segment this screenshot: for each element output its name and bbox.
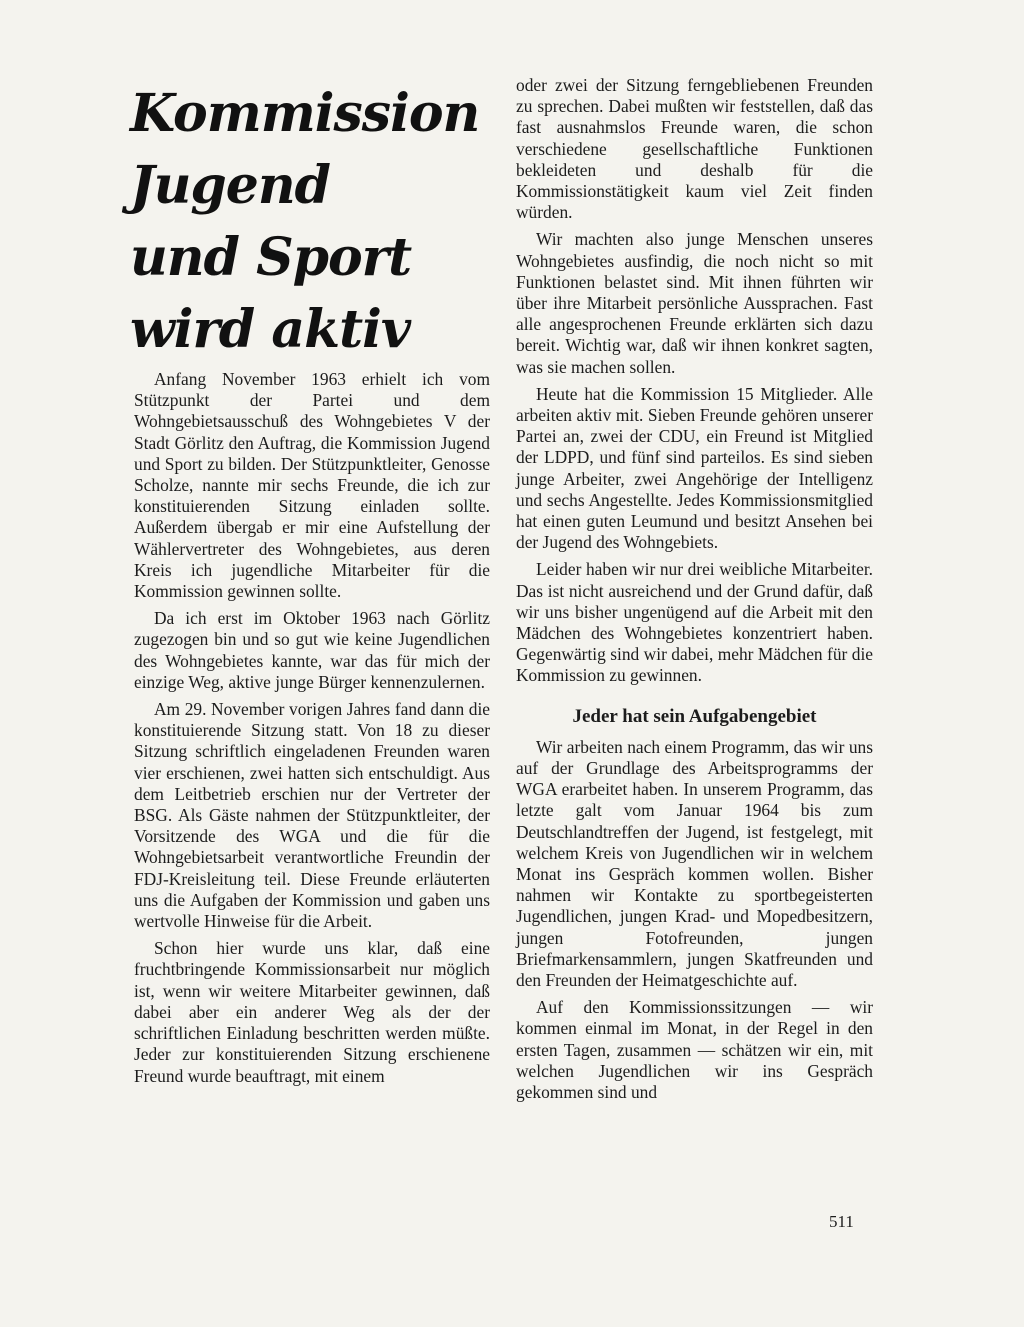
body-paragraph: Leider haben wir nur drei weibliche Mitarbeiter. Das ist nicht ausreichend und der Grund dafür, daß wir uns bisher ungenügend auf die Arbeit mit den Mädchen des Wohngebietes konzentriert haben. Gegenwärtig sind wir dabei, mehr Mädchen für die Kommission zu gewinnen. [516, 559, 873, 686]
body-paragraph: Auf den Kommissionssitzungen — wir kommen einmal im Monat, in der Regel in den ersten Tagen, zusammen — schätzen wir ein, mit welchen Jugendlichen wir ins Gespräch gekommen sind und [516, 997, 873, 1102]
body-paragraph: Wir machten also junge Menschen unseres Wohngebietes ausfindig, die noch nicht so mit Funktionen belastet sind. Mit ihnen führten wir über ihre Mitarbeit persönliche Aussprachen. Fast alle angesprochenen Freunde erklärten sich dazu bereit. Wichtig war, daß wir ihnen konkret sagten, was sie machen sollen. [516, 229, 873, 377]
left-column [134, 369, 490, 1093]
title-line: Kommission [130, 83, 480, 144]
title-line: wird aktiv [130, 299, 411, 360]
right-column [516, 75, 873, 1109]
body-paragraph: Da ich erst im Oktober 1963 nach Görlitz zugezogen bin und so gut wie keine Jugendlichen des Wohngebietes kannte, war das für mich der einzige Weg, aktive junge Bürger kennenzulernen. [134, 608, 490, 692]
title-line: Jugend [130, 155, 331, 216]
body-paragraph: Schon hier wurde uns klar, daß eine fruchtbringende Kommissionsarbeit nur möglich ist, wenn wir weitere Mitarbeiter gewinnen, daß dabei aber ein anderer Weg als der der schriftlichen Einladung beschritten werden müßte. Jeder zur konstituierenden Sitzung erschienene Freund wurde beauftragt, mit einem [134, 938, 490, 1086]
article-title [130, 78, 480, 366]
body-paragraph-continued: oder zwei der Sitzung ferngebliebenen Freunden zu sprechen. Dabei mußten wir feststellen, daß das fast ausnahmslos Freunde waren, die schon verschiedene gesellschaftliche Funktionen bekleideten und deshalb für die Kommissionstätigkeit kaum viel Zeit finden würden. [516, 75, 873, 223]
body-paragraph: Wir arbeiten nach einem Programm, das wir uns auf der Grundlage des Arbeitsprogramms der WGA erarbeitet haben. In unserem Programm, das letzte galt vom Januar 1964 bis zum Deutschlandtreffen der Jugend, ist festgelegt, mit welchem Kreis von Jugendlichen wir in welchem Monat ins Gespräch kommen wollen. Bisher nahmen wir Kontakte zu sportbegeisterten Jugendlichen, jungen Krad- und Mopedbesitzern, jungen Fotofreunden, jungen Briefmarkensammlern, jungen Skatfreunden und den Freunden der Heimatgeschichte auf. [516, 736, 873, 990]
body-paragraph: Anfang November 1963 erhielt ich vom Stützpunkt der Partei und dem Wohngebietsausschuß des Wohngebietes V der Stadt Görlitz den Auftrag, die Kommission Jugend und Sport zu bilden. Der Stützpunktleiter, Genosse Scholze, nannte mir sechs Freunde, die ich zur konstituierenden Sitzung einladen sollte. Außerdem übergab er mir eine Aufstellung der Wählervertreter des Wohngebietes, aus deren Kreis ich jugendliche Mitarbeiter für die Kommission gewinnen sollte. [134, 369, 490, 602]
body-paragraph: Heute hat die Kommission 15 Mitglieder. Alle arbeiten aktiv mit. Sieben Freunde gehören unserer Partei an, zwei der CDU, ein Freund ist Mitglied der LDPD, und fünf sind parteilos. Es sind sieben junge Arbeiter, zwei Angehörige der Intelligenz und sechs Angestellte. Jedes Kommissionsmitglied hat einen guten Leumund und besitzt Ansehen bei der Jugend des Wohngebiets. [516, 383, 873, 553]
section-heading: Jeder hat sein Aufgabengebiet [572, 705, 817, 727]
title-line: und Sport [130, 227, 412, 288]
body-paragraph: Am 29. November vorigen Jahres fand dann die konstituierende Sitzung statt. Von 18 zu dieser Sitzung schriftlich eingeladenen Freunden waren vier erschienen, zwei hatten sich entschuldigt. Aus dem Leitbetrieb erschien nur der Vertreter der BSG. Als Gäste nahmen der Stützpunktleiter, der Vorsitzende des WGA und die für die Wohngebietsarbeit verantwortliche Freundin der FDJ-Kreisleitung teil. Diese Freunde erläuterten uns die Aufgaben der Kommission und gaben uns wertvolle Hinweise für die Arbeit. [134, 699, 490, 932]
page-number: 511 [829, 1212, 854, 1231]
